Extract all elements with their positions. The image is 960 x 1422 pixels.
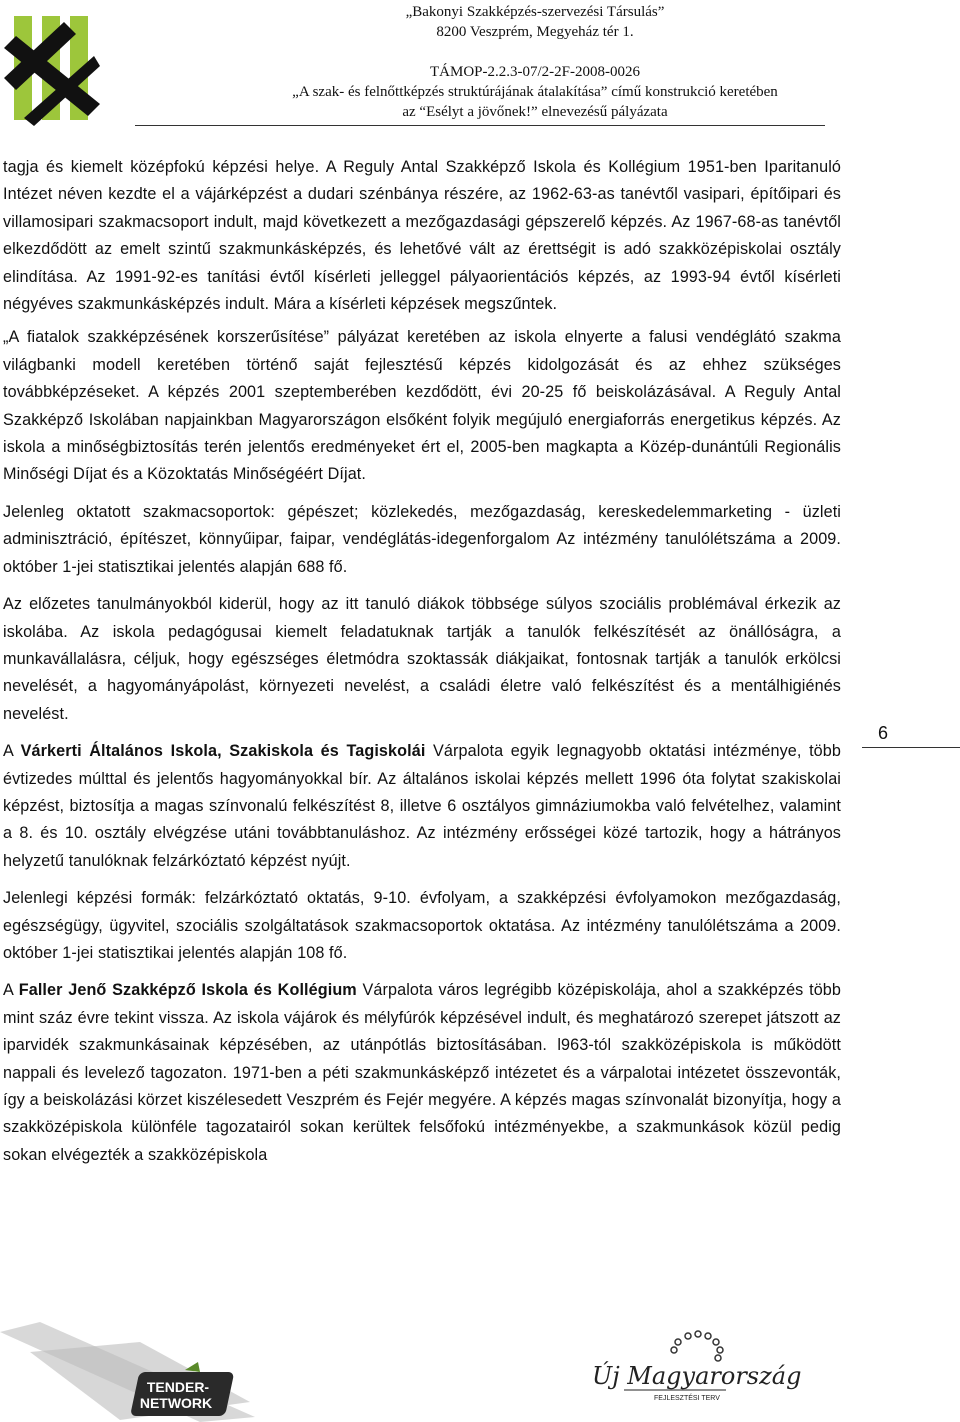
- paragraph: Jelenleg oktatott szakmacsoportok: gépészet; közlekedés, mezőgazdaság, kereskedelemmarketing - üzleti adminisztráció, építészet, könnyűipar, faipar, vendéglátás-idegenforgalom Az intézmény tanulólétszáma a 2009. október 1-jei statisztikai jelentés alapján 688 fő.: [3, 502, 841, 576]
- header-tender-name: az “Esélyt a jövőnek!” elnevezésű pályázata: [402, 104, 668, 120]
- document-header: [150, 2, 920, 122]
- paragraph: Az előzetes tanulmányokból kiderül, hogy az itt tanuló diákok többsége súlyos szociális problémával érkezik az iskolába. Az iskola pedagógusai kiemelt feladatuknak tartják a tanulók felkészítését az önállóságra, a munkavállalásra, céljuk, hogy egészséges életmódra szoktassák diákjaikat, fontosnak tartják a tanulók erkölcsi nevelését, a hagyományápolást, környezeti nevelést, a családi életre való felkészítést és a mentálhigiénés nevelést.: [3, 595, 841, 723]
- svg-text:TENDER-: TENDER-: [146, 1379, 210, 1395]
- page-number: 6: [862, 722, 960, 748]
- paragraph: „A fiatalok szakképzésének korszerűsítése” pályázat keretében az iskola elnyerte a falusi vendéglátó szakma világbanki modell keretében történő saját fejlesztésű képzés kidolgozását és az ehhez szükséges továbbképzéseket. A képzés 2001 szeptemberében kezdődött, évi 20-25 fő beiskolázásával. A Reguly Antal Szakképző Iskolában napjainkban Magyarországon elsőként folyik megújuló energiaforrás energetikus képzés. Az iskola a minőségbiztosítás terén jelentős eredményeket ért el, 2005-ben magkapta a Közép-dunántúli Regionális Minőségi Díjat és a Közoktatás Minőségéért Díjat.: [3, 328, 841, 484]
- school-name: Várkerti Általános Iskola, Szakiskola és Tagiskolái: [20, 742, 426, 761]
- body-text: [3, 154, 841, 1179]
- text-span: Várpalota egyik legnagyobb oktatási intézménye, több évtizedes múlttal és jelentős hagyományokkal bír. Az általános iskolai képzés mellett 1996 óta folytat szakiskolai képzést, biztosítja a magas színvonalú felkészítést 8, illetve 6 osztályos gimnáziumokba való felvételhez, valamint a 8. és 10. osztály elvégzése utáni továbbtanuláshoz. Az intézmény erősségei közé tartozik, hogy a hátrányos helyzetű tanulóknak felzárkóztató képzést nyújt.: [3, 742, 841, 870]
- svg-text:NETWORK: NETWORK: [139, 1395, 213, 1411]
- uj-magyarorszag-logo-icon: [590, 1328, 802, 1416]
- paragraph: tagja és kiemelt középfokú képzési helye. A Reguly Antal Szakképző Iskola és Kollégium 1951-ben Iparitanuló Intézet néven kezdte el a vájárképzést a dudari szénbánya részére, az 1962-63-as tanévtől vasipari, építőipari és villamosipari szakmacsoport indult, majd következett a mezőgazdasági gépszerelő képzés. Az 1967-68-as tanévtől elkezdődött az emelt szintű szakmunkásképzés, és lehetővé vált az érettségit is adó szakközépiskolai osztály elindítása. Az 1991-92-es tanítási évtől kísérleti jelleggel pályaorientációs képzés, az 1993-94 évtől kísérleti négyéves szakmunkásképzés indult. Mára a kísérleti képzések megszűntek.: [3, 158, 841, 314]
- header-divider: [135, 125, 825, 126]
- text-span: A: [3, 981, 19, 1000]
- paragraph: [3, 738, 841, 875]
- header-address: 8200 Veszprém, Megyeház tér 1.: [436, 24, 634, 40]
- text-span: A: [3, 742, 21, 761]
- header-project-code: TÁMOP-2.2.3-07/2-2F-2008-0026: [430, 64, 640, 80]
- text-span: Várpalota város legrégibb középiskolája, ahol a szakképzés több mint száz évre tekint vissza. Az iskola vájárok és mélyfúrók képzésével indult, és meghatározó szerepet játszott az iparvidék szakmunkásainak képzésében, az utánpótlás biztosításában. l963-tól szakközépiskola is működött nappali és levelező tagozaton. 1971-ben a péti szakmunkásképző intézetet és a várpalotai intézetet összevonták, így a beiskolázási körzet kiszélesedett Veszprém és Fejér megyére. A képzés magas színvonalát bizonyítja, hogy a szakközépiskola különféle tagozatairól sokan kerültek felsőfokú intézményekbe, a szakmunkások közül pedig sokan elvégezték a szakközépiskola: [3, 981, 841, 1164]
- association-logo-icon: [4, 8, 102, 126]
- header-construction: „A szak- és felnőttképzés struktúrájának átalakítása” című konstrukció keretében: [292, 84, 778, 100]
- school-name: Faller Jenő Szakképző Iskola és Kollégium: [18, 981, 357, 1000]
- paragraph: [3, 977, 841, 1169]
- tender-network-logo-icon: [0, 1322, 255, 1422]
- header-organization: „Bakonyi Szakképzés-szervezési Társulás”: [405, 4, 665, 20]
- paragraph: Jelenlegi képzési formák: felzárkóztató oktatás, 9-10. évfolyam, a szakképzési évfolyamokon mezőgazdaság, egészségügy, ügyvitel, szociális szolgáltatások szakmacsoportok oktatása. Az intézmény tanulólétszáma a 2009. október 1-jei statisztikai jelentés alapján 108 fő.: [3, 889, 841, 962]
- svg-text:Új Magyarország: Új Magyarország: [592, 1362, 802, 1390]
- svg-text:FEJLESZTÉSI TERV: FEJLESZTÉSI TERV: [654, 1395, 720, 1402]
